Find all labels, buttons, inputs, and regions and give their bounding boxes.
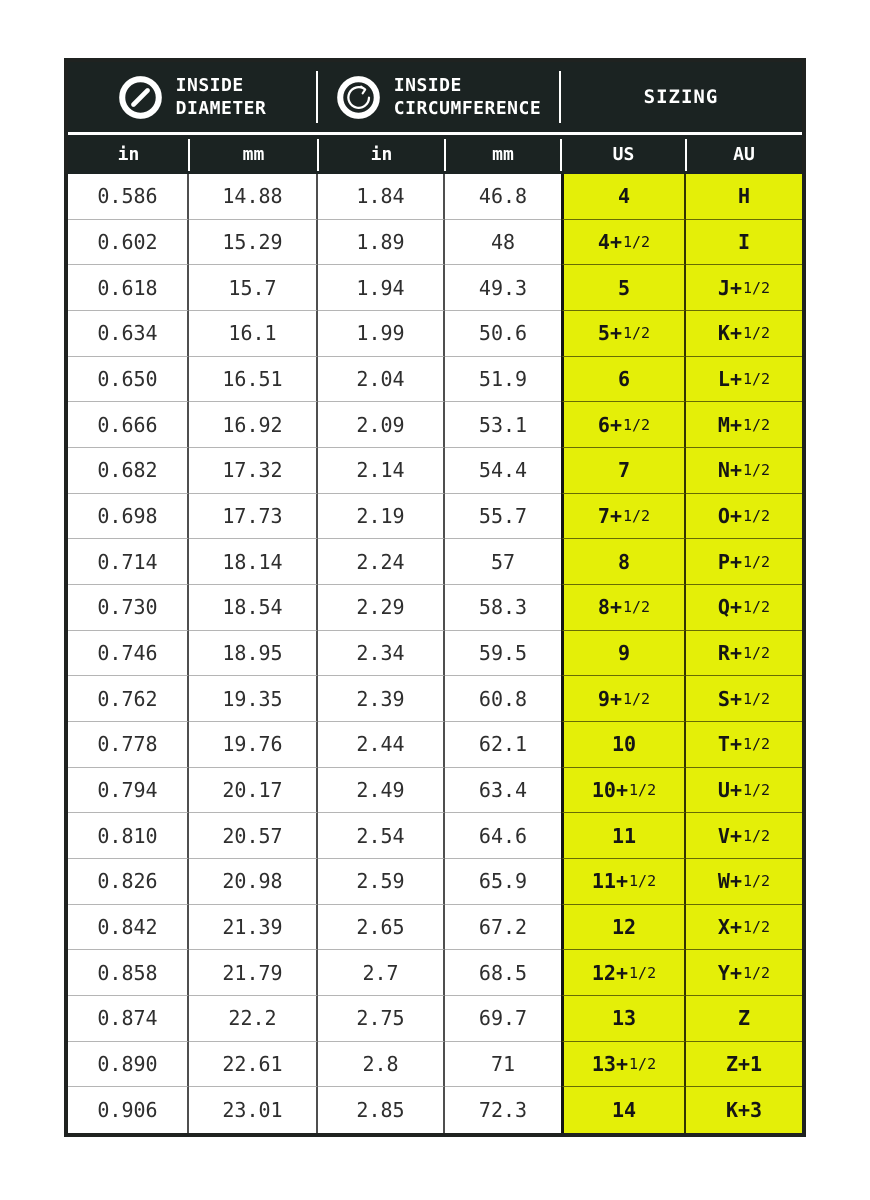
sizing-cell: 6+ 1/2 [561, 402, 686, 448]
table-row [68, 950, 802, 996]
sizing-cell: J+ 1/2 [686, 265, 802, 311]
sizing-cell: 12+ 1/2 [561, 950, 686, 996]
measure-cell: 2.04 [318, 357, 445, 403]
measure-cell: 0.906 [68, 1087, 189, 1133]
measure-cell: 20.57 [189, 813, 318, 859]
measure-cell: 2.8 [318, 1042, 445, 1088]
column-header-us: US [561, 135, 686, 174]
measure-cell: 68.5 [445, 950, 561, 996]
sizing-cell: Z+1 [686, 1042, 802, 1088]
table-row [68, 813, 802, 859]
sizing-cell: 13+ 1/2 [561, 1042, 686, 1088]
column-header-diameter-mm: mm [189, 135, 318, 174]
measure-cell: 0.842 [68, 905, 189, 951]
sizing-cell: S+ 1/2 [686, 676, 802, 722]
measure-cell: 53.1 [445, 402, 561, 448]
sizing-cell: W+ 1/2 [686, 859, 802, 905]
table-row [68, 905, 802, 951]
measure-cell: 16.1 [189, 311, 318, 357]
sizing-cell: 9+ 1/2 [561, 676, 686, 722]
measure-cell: 67.2 [445, 905, 561, 951]
circumference-icon [336, 75, 381, 120]
measure-cell: 2.34 [318, 631, 445, 677]
measure-cell: 22.2 [189, 996, 318, 1042]
measure-cell: 2.49 [318, 768, 445, 814]
header-label-inside-circumference [394, 74, 541, 120]
measure-cell: 0.778 [68, 722, 189, 768]
header-label-line: INSIDE [175, 74, 244, 96]
measure-cell: 63.4 [445, 768, 561, 814]
table-row [68, 631, 802, 677]
measure-cell: 0.586 [68, 174, 189, 220]
sizing-cell: P+ 1/2 [686, 539, 802, 585]
table-row [68, 174, 802, 220]
measure-cell: 17.32 [189, 448, 318, 494]
measure-cell: 0.858 [68, 950, 189, 996]
measure-cell: 59.5 [445, 631, 561, 677]
sizing-cell: 5+ 1/2 [561, 311, 686, 357]
measure-cell: 2.54 [318, 813, 445, 859]
sizing-cell: 6 [561, 357, 686, 403]
sizing-cell: 13 [561, 996, 686, 1042]
measure-cell: 0.714 [68, 539, 189, 585]
sizing-cell: O+ 1/2 [686, 494, 802, 540]
table-row [68, 585, 802, 631]
table-header [68, 62, 802, 174]
header-label-line: CIRCUMFERENCE [393, 98, 542, 119]
measure-cell: 72.3 [445, 1087, 561, 1133]
measure-cell: 0.810 [68, 813, 189, 859]
sizing-cell: 10 [561, 722, 686, 768]
header-label-line: DIAMETER [175, 98, 267, 119]
sizing-cell: V+ 1/2 [686, 813, 802, 859]
table-row [68, 768, 802, 814]
measure-cell: 0.618 [68, 265, 189, 311]
measure-cell: 14.88 [189, 174, 318, 220]
column-header-diameter-in: in [117, 144, 140, 165]
table-row [68, 265, 802, 311]
sizing-cell: I [686, 220, 802, 266]
table-row [68, 676, 802, 722]
sizing-cell: 4+ 1/2 [561, 220, 686, 266]
measure-cell: 21.39 [189, 905, 318, 951]
sizing-cell: 7+ 1/2 [561, 494, 686, 540]
measure-cell: 17.73 [189, 494, 318, 540]
table-row [68, 539, 802, 585]
measure-cell: 2.14 [318, 448, 445, 494]
table-row [68, 1087, 802, 1133]
table-row [68, 722, 802, 768]
table-row [68, 220, 802, 266]
sizing-cell: 12 [561, 905, 686, 951]
measure-cell: 65.9 [445, 859, 561, 905]
header-main-row [68, 62, 802, 132]
sizing-cell: X+ 1/2 [686, 905, 802, 951]
header-group-sizing [561, 62, 801, 132]
measure-cell: 48 [445, 220, 561, 266]
measure-cell: 2.24 [318, 539, 445, 585]
measure-cell: 0.794 [68, 768, 189, 814]
sizing-cell: Z [686, 996, 802, 1042]
measure-cell: 18.14 [189, 539, 318, 585]
column-header-au: AU [686, 135, 802, 174]
subheader-row [68, 135, 802, 174]
measure-cell: 2.39 [318, 676, 445, 722]
sizing-cell: 8+ 1/2 [561, 585, 686, 631]
measure-cell: 16.92 [189, 402, 318, 448]
measure-cell: 18.54 [189, 585, 318, 631]
sizing-cell: Q+ 1/2 [686, 585, 802, 631]
table-body [68, 174, 802, 1133]
sizing-cell: 5 [561, 265, 686, 311]
measure-cell: 15.7 [189, 265, 318, 311]
measure-cell: 0.730 [68, 585, 189, 631]
measure-cell: 23.01 [189, 1087, 318, 1133]
measure-cell: 0.698 [68, 494, 189, 540]
measure-cell: 55.7 [445, 494, 561, 540]
column-header-circumference-mm: mm [445, 135, 561, 174]
measure-cell: 54.4 [445, 448, 561, 494]
measure-cell: 20.98 [189, 859, 318, 905]
table-row [68, 996, 802, 1042]
sizing-cell: 8 [561, 539, 686, 585]
table-row [68, 357, 802, 403]
sizing-cell: H [686, 174, 802, 220]
table-row [68, 402, 802, 448]
sizing-cell: 11+ 1/2 [561, 859, 686, 905]
measure-cell: 0.890 [68, 1042, 189, 1088]
sizing-cell: R+ 1/2 [686, 631, 802, 677]
ring-size-table [64, 58, 806, 1137]
measure-cell: 57 [445, 539, 561, 585]
measure-cell: 0.762 [68, 676, 189, 722]
sizing-cell: T+ 1/2 [686, 722, 802, 768]
measure-cell: 60.8 [445, 676, 561, 722]
measure-cell: 49.3 [445, 265, 561, 311]
sizing-cell: 11 [561, 813, 686, 859]
table-row [68, 448, 802, 494]
header-label-line: INSIDE [393, 74, 462, 96]
measure-cell: 0.666 [68, 402, 189, 448]
measure-cell: 71 [445, 1042, 561, 1088]
table-row [68, 311, 802, 357]
measure-cell: 0.634 [68, 311, 189, 357]
measure-cell: 16.51 [189, 357, 318, 403]
measure-cell: 64.6 [445, 813, 561, 859]
table-row [68, 494, 802, 540]
measure-cell: 22.61 [189, 1042, 318, 1088]
measure-cell: 18.95 [189, 631, 318, 677]
measure-cell: 0.650 [68, 357, 189, 403]
header-label-inside-diameter [176, 74, 267, 120]
measure-cell: 1.84 [318, 174, 445, 220]
measure-cell: 0.826 [68, 859, 189, 905]
measure-cell: 21.79 [189, 950, 318, 996]
measure-cell: 58.3 [445, 585, 561, 631]
measure-cell: 1.94 [318, 265, 445, 311]
measure-cell: 2.29 [318, 585, 445, 631]
column-header-circumference-in: in [318, 135, 445, 174]
measure-cell: 2.59 [318, 859, 445, 905]
table-row [68, 859, 802, 905]
measure-cell: 19.76 [189, 722, 318, 768]
measure-cell: 0.602 [68, 220, 189, 266]
sizing-cell: 10+ 1/2 [561, 768, 686, 814]
measure-cell: 2.65 [318, 905, 445, 951]
measure-cell: 0.682 [68, 448, 189, 494]
measure-cell: 1.99 [318, 311, 445, 357]
measure-cell: 15.29 [189, 220, 318, 266]
measure-cell: 62.1 [445, 722, 561, 768]
measure-cell: 2.19 [318, 494, 445, 540]
diameter-icon [118, 75, 163, 120]
measure-cell: 50.6 [445, 311, 561, 357]
sizing-cell: K+3 [686, 1087, 802, 1133]
sizing-cell: N+ 1/2 [686, 448, 802, 494]
measure-cell: 69.7 [445, 996, 561, 1042]
measure-cell: 20.17 [189, 768, 318, 814]
measure-cell: 2.7 [318, 950, 445, 996]
measure-cell: 2.75 [318, 996, 445, 1042]
sizing-cell: 4 [561, 174, 686, 220]
sizing-cell: K+ 1/2 [686, 311, 802, 357]
header-label-sizing: SIZING [643, 86, 719, 108]
measure-cell: 2.44 [318, 722, 445, 768]
measure-cell: 0.874 [68, 996, 189, 1042]
sizing-cell: U+ 1/2 [686, 768, 802, 814]
measure-cell: 46.8 [445, 174, 561, 220]
measure-cell: 2.09 [318, 402, 445, 448]
sizing-cell: 9 [561, 631, 686, 677]
measure-cell: 51.9 [445, 357, 561, 403]
sizing-cell: Y+ 1/2 [686, 950, 802, 996]
measure-cell: 2.85 [318, 1087, 445, 1133]
sizing-cell: L+ 1/2 [686, 357, 802, 403]
sizing-cell: 14 [561, 1087, 686, 1133]
header-group-inside-circumference [318, 62, 559, 132]
measure-cell: 19.35 [189, 676, 318, 722]
table-row [68, 1042, 802, 1088]
sizing-cell: 7 [561, 448, 686, 494]
header-group-inside-diameter [68, 62, 316, 132]
sizing-cell: M+ 1/2 [686, 402, 802, 448]
measure-cell: 1.89 [318, 220, 445, 266]
measure-cell: 0.746 [68, 631, 189, 677]
